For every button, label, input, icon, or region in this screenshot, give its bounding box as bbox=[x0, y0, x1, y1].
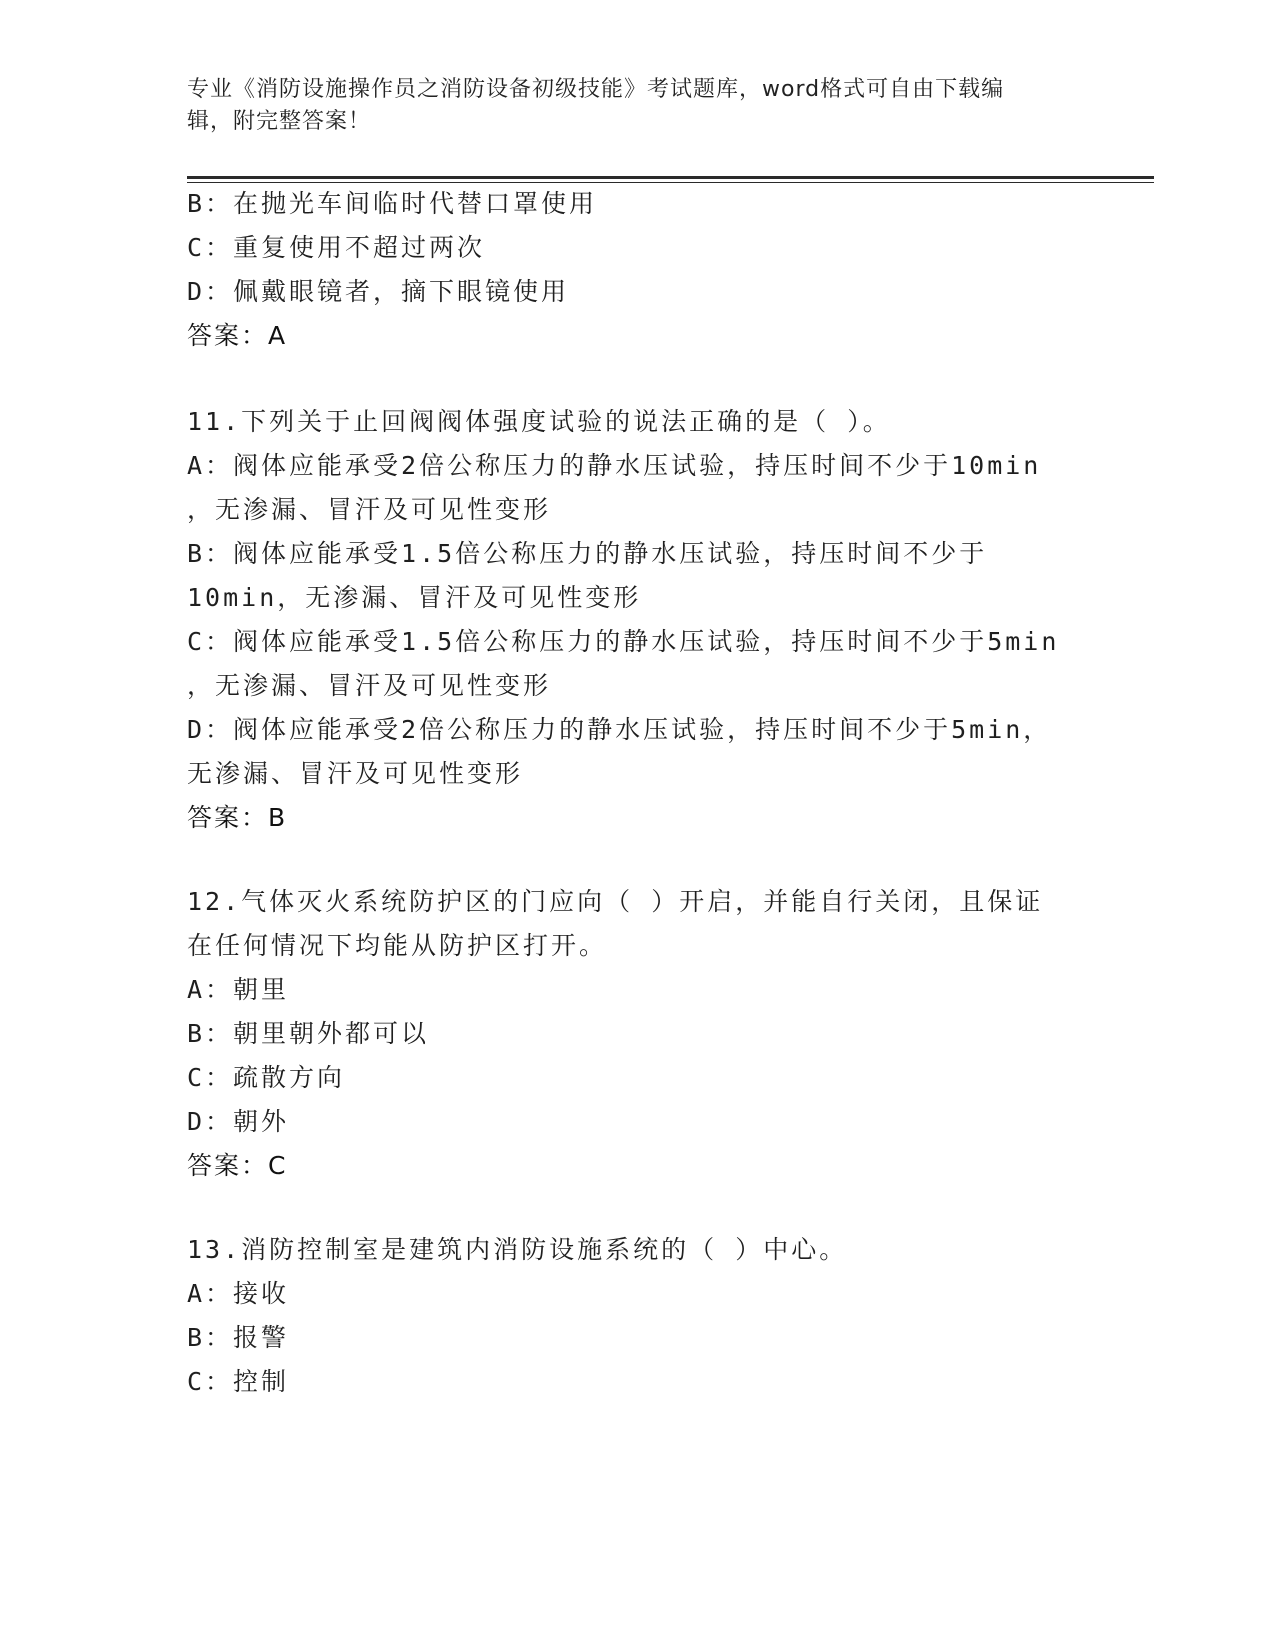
q11-option-d-line-2: 无渗漏、冒汗及可见性变形 bbox=[187, 759, 524, 788]
q13-stem: 13.消防控制室是建筑内消防设施系统的（ ）中心。 bbox=[187, 1235, 848, 1264]
q11-stem: 11.下列关于止回阀阀体强度试验的说法正确的是（ ）。 bbox=[187, 407, 891, 436]
q11-option-d-line-1: D：阀体应能承受2倍公称压力的静水压试验，持压时间不少于5min， bbox=[187, 715, 1052, 744]
q13-option-c: C：控制 bbox=[187, 1367, 290, 1396]
q10-option-c: C：重复使用不超过两次 bbox=[187, 233, 486, 262]
q13-option-a: A：接收 bbox=[187, 1279, 290, 1308]
q12-answer: 答案：C bbox=[187, 1151, 288, 1180]
header-divider-thin bbox=[187, 182, 1154, 183]
header-divider-thick bbox=[187, 176, 1154, 179]
q11-option-b-line-1: B：阀体应能承受1.5倍公称压力的静水压试验，持压时间不少于 bbox=[187, 539, 988, 568]
q12-stem-line-2: 在任何情况下均能从防护区打开。 bbox=[187, 931, 608, 960]
q12-option-c: C：疏散方向 bbox=[187, 1063, 346, 1092]
q12-stem-line-1: 12.气体灭火系统防护区的门应向（ ）开启，并能自行关闭，且保证 bbox=[187, 887, 1044, 916]
q11-option-c-line-2: ，无渗漏、冒汗及可见性变形 bbox=[187, 671, 552, 700]
q12-option-d: D：朝外 bbox=[187, 1107, 290, 1136]
q13-option-b: B：报警 bbox=[187, 1323, 290, 1352]
q11-answer: 答案：B bbox=[187, 803, 288, 832]
q10-option-b: B：在抛光车间临时代替口罩使用 bbox=[187, 189, 598, 218]
header-line-1: 专业《消防设施操作员之消防设备初级技能》考试题库，word格式可自由下载编 bbox=[187, 77, 1005, 102]
q10-answer: 答案：A bbox=[187, 321, 288, 350]
q12-option-b: B：朝里朝外都可以 bbox=[187, 1019, 430, 1048]
q12-option-a: A：朝里 bbox=[187, 975, 290, 1004]
document-header bbox=[187, 74, 1067, 138]
q10-option-d: D：佩戴眼镜者，摘下眼镜使用 bbox=[187, 277, 570, 306]
q11-option-a-line-2: ，无渗漏、冒汗及可见性变形 bbox=[187, 495, 552, 524]
q11-option-c-line-1: C：阀体应能承受1.5倍公称压力的静水压试验，持压时间不少于5min bbox=[187, 627, 1060, 656]
q11-option-b-line-2: 10min，无渗漏、冒汗及可见性变形 bbox=[187, 583, 642, 612]
header-line-2: 辑，附完整答案！ bbox=[187, 109, 372, 134]
q11-option-a-line-1: A：阀体应能承受2倍公称压力的静水压试验，持压时间不少于10min bbox=[187, 451, 1042, 480]
